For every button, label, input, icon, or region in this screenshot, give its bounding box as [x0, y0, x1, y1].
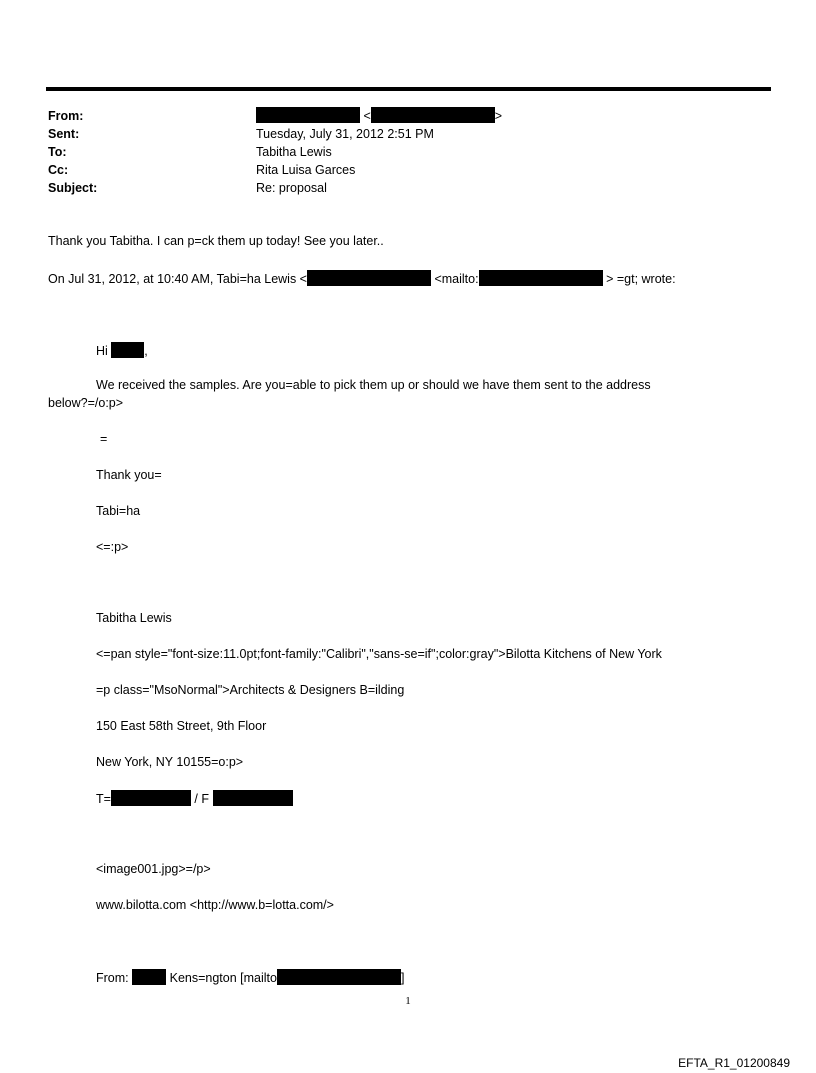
from-label: From: — [48, 109, 84, 123]
redacted-email — [479, 270, 603, 286]
sig-company: <=pan style="font-size:11.0pt;font-family:"Calibri","sans-se=if";color:gray">Bilotta Kitchens of New York — [96, 647, 662, 661]
redacted-name — [256, 107, 360, 123]
redacted-fax — [213, 790, 293, 806]
header-rule — [46, 87, 771, 91]
from-value — [256, 107, 502, 125]
sent-value: Tuesday, July 31, 2012 2:51 PM — [256, 127, 434, 141]
redacted-email — [277, 969, 401, 985]
page-number: 1 — [405, 995, 411, 1007]
to-value: Tabitha Lewis — [256, 145, 332, 159]
subject-label: Subject: — [48, 181, 98, 195]
quote-intro-a: On Jul 31, 2012, at 10:40 AM, Tabi=ha Lewis < — [48, 272, 307, 286]
phone-label: T= — [96, 792, 111, 806]
signoff-line: Tabi=ha — [96, 504, 141, 518]
sig-name: Tabitha Lewis — [96, 611, 172, 625]
ptag-line: <=:p> — [96, 540, 129, 554]
document-id: EFTA_R1_01200849 — [678, 1056, 790, 1070]
para1-line1: We received the samples. Are you=able to pick them up or should we have them sent to the address — [96, 378, 651, 392]
equals-line: = — [100, 432, 108, 446]
sig-phone — [96, 790, 293, 806]
sent-label: Sent: — [48, 127, 80, 141]
fax-label: / F — [194, 792, 210, 806]
thanks-line: Thank you= — [96, 468, 162, 482]
subject-value: Re: proposal — [256, 181, 327, 195]
cc-label: Cc: — [48, 163, 69, 177]
image-ref: <image001.jpg>=/p> — [96, 862, 211, 876]
greeting — [96, 342, 148, 358]
redacted-phone — [111, 790, 191, 806]
reply-line: Thank you Tabitha. I can p=ck them up today! See you later.. — [48, 234, 384, 248]
quote-intro-b: <mailto: — [434, 272, 479, 286]
cc-value: Rita Luisa Garces — [256, 163, 356, 177]
from2-label: From: — [96, 971, 129, 985]
sig-street: 150 East 58th Street, 9th Floor — [96, 719, 267, 733]
greeting-b: , — [144, 344, 148, 358]
redacted-name — [111, 342, 144, 358]
redacted-email — [307, 270, 431, 286]
from2-name: Kens=ngton [mailto — [169, 971, 277, 985]
gt: > — [494, 109, 503, 123]
redacted-name — [132, 969, 166, 985]
to-label: To: — [48, 145, 67, 159]
greeting-a: Hi — [96, 344, 108, 358]
from2-close: ] — [400, 971, 405, 985]
website-line: www.bilotta.com <http://www.b=lotta.com/> — [96, 898, 334, 912]
redacted-email — [371, 107, 495, 123]
from2-line — [96, 969, 404, 985]
sig-city: New York, NY 10155=o:p> — [96, 755, 244, 769]
para1-line2: below?=/o:p> — [48, 396, 124, 410]
lt: < — [363, 109, 371, 123]
quote-intro-c: > =gt; wrote: — [606, 272, 676, 286]
quote-intro — [48, 270, 676, 286]
sig-building: =p class="MsoNormal">Architects & Designers B=ilding — [96, 683, 405, 697]
